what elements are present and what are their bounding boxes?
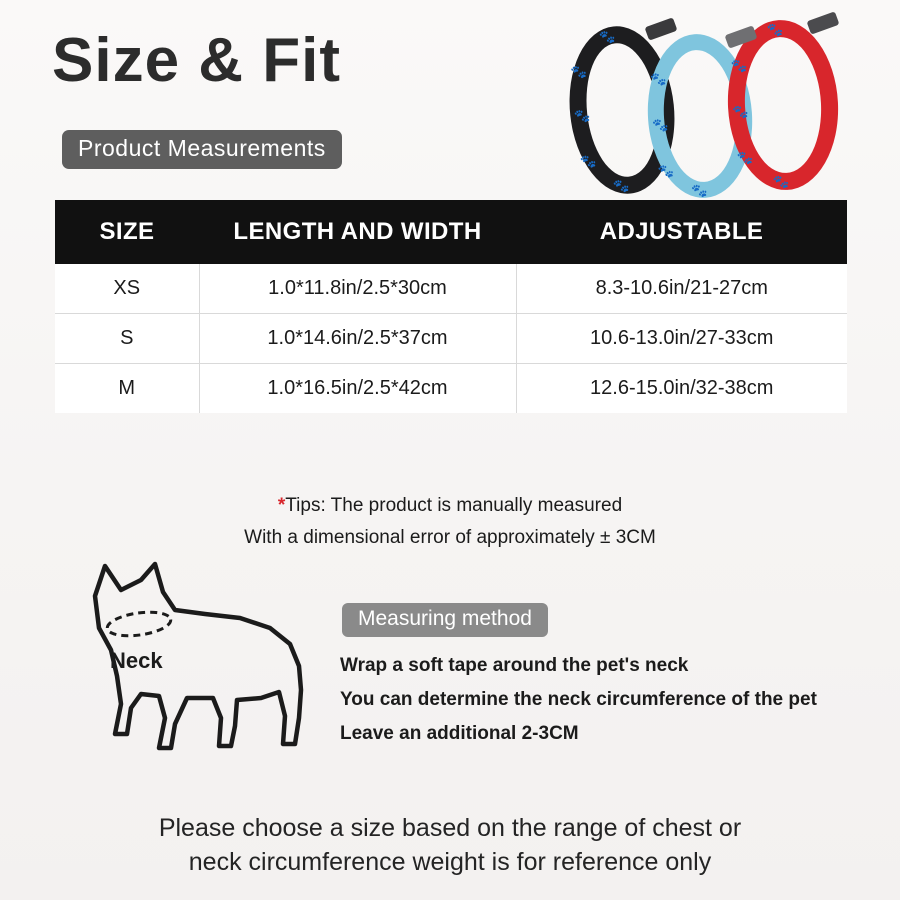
paw-print-icon: 🐾 bbox=[690, 182, 708, 199]
neck-label: Neck bbox=[110, 648, 163, 673]
collar-buckle bbox=[645, 17, 678, 40]
cell-length-width: 1.0*14.6in/2.5*37cm bbox=[199, 314, 516, 364]
measuring-method-badge: Measuring method bbox=[342, 603, 548, 637]
table-header-row bbox=[55, 200, 847, 264]
tips-label: Tips: bbox=[285, 495, 326, 516]
product-measurements-badge: Product Measurements bbox=[62, 130, 342, 169]
paw-print-icon: 🐾 bbox=[772, 173, 790, 190]
table-header-size: SIZE bbox=[55, 200, 199, 264]
tips-line-1 bbox=[0, 495, 900, 517]
method-line-2: You can determine the neck circumference of the pet bbox=[340, 689, 817, 710]
footer-line-1: Please choose a size based on the range of chest or bbox=[158, 814, 742, 842]
table-row bbox=[55, 364, 847, 414]
paw-print-icon: 🐾 bbox=[657, 162, 675, 180]
page-title: Size & Fit bbox=[52, 26, 342, 95]
paw-print-icon: 🐾 bbox=[766, 21, 784, 38]
paw-print-icon: 🐾 bbox=[612, 177, 630, 195]
paw-print-icon: 🐾 bbox=[573, 107, 592, 124]
tips-line-2: With a dimensional error of approximately ± 3CM bbox=[244, 527, 656, 548]
cell-length-width: 1.0*11.8in/2.5*30cm bbox=[199, 264, 516, 314]
footer-note bbox=[0, 812, 900, 880]
tips-block bbox=[0, 495, 900, 549]
method-line-3: Leave an additional 2-3CM bbox=[340, 723, 579, 744]
cell-length-width: 1.0*16.5in/2.5*42cm bbox=[199, 364, 516, 414]
size-table bbox=[55, 200, 847, 413]
collar-buckle bbox=[807, 11, 840, 34]
footer-line-2: neck circumference weight is for reference only bbox=[188, 847, 712, 876]
method-line-1: Wrap a soft tape around the pet's neck bbox=[340, 655, 689, 676]
cell-size: XS bbox=[55, 264, 199, 314]
paw-print-icon: 🐾 bbox=[652, 117, 670, 134]
tips-line-1-text: The product is manually measured bbox=[325, 495, 623, 516]
table-header-length-width: LENGTH AND WIDTH bbox=[199, 200, 516, 264]
tips-asterisk: * bbox=[277, 495, 286, 516]
table-row bbox=[55, 314, 847, 364]
paw-print-icon: 🐾 bbox=[736, 149, 754, 166]
cell-adjustable: 8.3-10.6in/21-27cm bbox=[516, 264, 847, 314]
paw-print-icon: 🐾 bbox=[598, 28, 617, 45]
measuring-method-list bbox=[340, 655, 860, 757]
dog-outline-icon bbox=[55, 558, 345, 783]
cell-size: M bbox=[55, 364, 199, 414]
cell-adjustable: 12.6-15.0in/32-38cm bbox=[516, 364, 847, 414]
paw-print-icon: 🐾 bbox=[731, 103, 749, 120]
paw-print-icon: 🐾 bbox=[579, 153, 598, 170]
cell-adjustable: 10.6-13.0in/27-33cm bbox=[516, 314, 847, 364]
table-row bbox=[55, 264, 847, 314]
paw-print-icon: 🐾 bbox=[730, 57, 748, 74]
cell-size: S bbox=[55, 314, 199, 364]
paw-print-icon: 🐾 bbox=[570, 63, 588, 81]
dog-outline-diagram bbox=[55, 558, 345, 783]
table-header-adjustable: ADJUSTABLE bbox=[516, 200, 847, 264]
paw-print-icon: 🐾 bbox=[649, 71, 668, 88]
product-collars-illustration bbox=[560, 8, 890, 198]
